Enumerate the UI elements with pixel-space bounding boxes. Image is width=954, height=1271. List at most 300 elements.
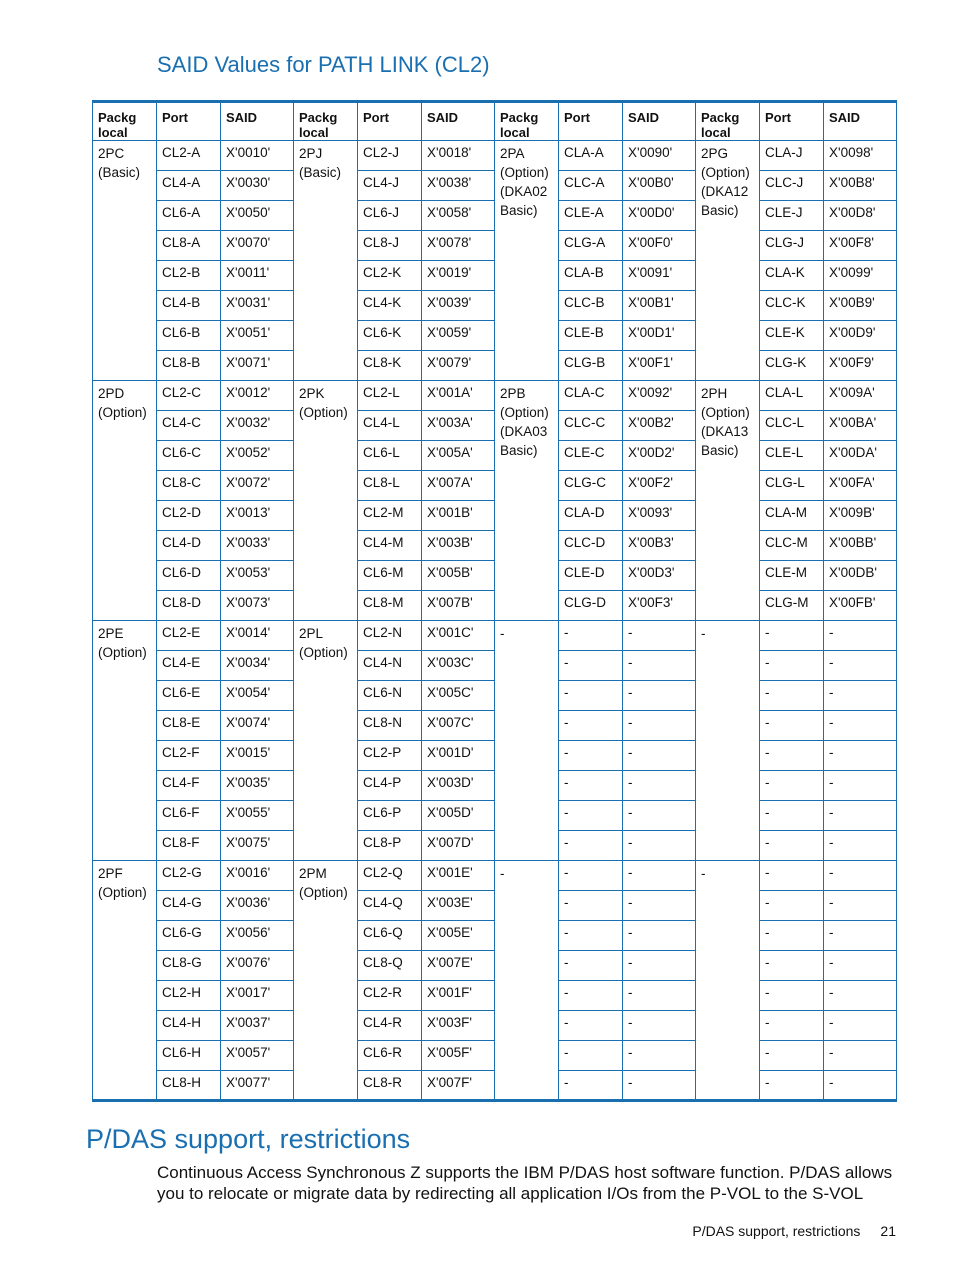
- package-label: (Option): [701, 165, 750, 180]
- said-cell: X'007F': [422, 1071, 495, 1101]
- said-cell: X'0058': [422, 201, 495, 231]
- port-cell: CLE-K: [760, 321, 824, 351]
- said-cell: X'0037': [221, 1011, 294, 1041]
- port-cell: -: [760, 651, 824, 681]
- said-cell: X'0099': [824, 261, 897, 291]
- package-label: 2PE: [98, 626, 124, 641]
- said-cell: X'00B3': [623, 531, 696, 561]
- said-cell: -: [824, 741, 897, 771]
- package-label: 2PC: [98, 146, 125, 161]
- package-label: 2PM: [299, 866, 327, 881]
- port-cell: -: [760, 951, 824, 981]
- said-cell: -: [623, 981, 696, 1011]
- package-label: (Option): [299, 645, 348, 660]
- said-cell: X'0075': [221, 831, 294, 861]
- port-cell: -: [760, 861, 824, 891]
- said-cell: -: [623, 1011, 696, 1041]
- package-label: (Option): [98, 885, 147, 900]
- package-label: 2PD: [98, 386, 125, 401]
- said-cell: -: [623, 921, 696, 951]
- port-cell: CL4-M: [358, 531, 422, 561]
- said-cell: X'0054': [221, 681, 294, 711]
- port-cell: CLA-J: [760, 141, 824, 171]
- said-cell: X'00F0': [623, 231, 696, 261]
- said-cell: X'007E': [422, 951, 495, 981]
- said-cell: X'001D': [422, 741, 495, 771]
- said-cell: X'0056': [221, 921, 294, 951]
- package-label: -: [500, 866, 505, 881]
- package-cell: [93, 861, 157, 1101]
- said-cell: X'0059': [422, 321, 495, 351]
- said-cell: X'005B': [422, 561, 495, 591]
- said-cell: X'007A': [422, 471, 495, 501]
- port-cell: CL6-R: [358, 1041, 422, 1071]
- port-cell: CL2-R: [358, 981, 422, 1011]
- said-cell: X'00D9': [824, 321, 897, 351]
- port-cell: CLG-B: [559, 351, 623, 381]
- package-label: (Option): [500, 165, 549, 180]
- package-cell: [495, 141, 559, 381]
- said-cell: X'00B8': [824, 171, 897, 201]
- port-cell: CLC-C: [559, 411, 623, 441]
- package-label: 2PL: [299, 626, 324, 641]
- said-cell: X'0098': [824, 141, 897, 171]
- package-cell: [93, 381, 157, 621]
- port-cell: -: [760, 681, 824, 711]
- port-cell: CLG-J: [760, 231, 824, 261]
- package-label: 2PG: [701, 146, 729, 161]
- said-cell: X'00B1': [623, 291, 696, 321]
- port-cell: -: [760, 1071, 824, 1101]
- package-cell: [495, 381, 559, 621]
- said-cell: X'001B': [422, 501, 495, 531]
- said-cell: X'0072': [221, 471, 294, 501]
- port-cell: CL2-E: [157, 621, 221, 651]
- port-cell: CL4-K: [358, 291, 422, 321]
- said-cell: -: [623, 831, 696, 861]
- port-cell: CL8-G: [157, 951, 221, 981]
- port-cell: CLC-K: [760, 291, 824, 321]
- port-cell: CL2-D: [157, 501, 221, 531]
- said-cell: X'00FB': [824, 591, 897, 621]
- port-cell: -: [559, 621, 623, 651]
- said-cell: -: [824, 651, 897, 681]
- port-cell: -: [760, 891, 824, 921]
- said-cell: X'003B': [422, 531, 495, 561]
- package-label: -: [701, 626, 706, 641]
- port-cell: CL8-D: [157, 591, 221, 621]
- said-cell: X'001E': [422, 861, 495, 891]
- port-cell: CL8-N: [358, 711, 422, 741]
- said-cell: X'009A': [824, 381, 897, 411]
- port-cell: -: [760, 621, 824, 651]
- port-cell: CL2-C: [157, 381, 221, 411]
- table-row: [93, 141, 897, 171]
- port-cell: CLA-D: [559, 501, 623, 531]
- port-cell: CLC-M: [760, 531, 824, 561]
- column-header: SAID: [824, 102, 897, 141]
- port-cell: CL6-M: [358, 561, 422, 591]
- port-cell: CL6-B: [157, 321, 221, 351]
- said-cell: X'0038': [422, 171, 495, 201]
- said-cell: X'001A': [422, 381, 495, 411]
- said-cell: -: [623, 951, 696, 981]
- port-cell: -: [760, 711, 824, 741]
- port-cell: CL8-F: [157, 831, 221, 861]
- port-cell: -: [760, 921, 824, 951]
- port-cell: CL4-H: [157, 1011, 221, 1041]
- port-cell: -: [760, 831, 824, 861]
- package-label: 2PB: [500, 386, 526, 401]
- port-cell: CL8-J: [358, 231, 422, 261]
- column-header: Packg local: [696, 102, 760, 141]
- package-cell: [696, 381, 760, 621]
- said-cell: X'00B2': [623, 411, 696, 441]
- said-cell: -: [824, 981, 897, 1011]
- said-cell: X'005F': [422, 1041, 495, 1071]
- port-cell: CL8-E: [157, 711, 221, 741]
- package-label: (DKA12: [701, 184, 749, 199]
- port-cell: -: [559, 981, 623, 1011]
- port-cell: CLC-J: [760, 171, 824, 201]
- port-cell: -: [760, 1011, 824, 1041]
- port-cell: CLE-M: [760, 561, 824, 591]
- table-title: SAID Values for PATH LINK (CL2): [157, 52, 490, 77]
- port-cell: CL4-B: [157, 291, 221, 321]
- port-cell: CL2-K: [358, 261, 422, 291]
- said-cell: X'0079': [422, 351, 495, 381]
- port-cell: CL6-D: [157, 561, 221, 591]
- said-cell: -: [623, 1041, 696, 1071]
- said-cell: X'0055': [221, 801, 294, 831]
- table-header: [93, 102, 897, 141]
- package-label: (Basic): [299, 165, 342, 180]
- said-cell: X'00F2': [623, 471, 696, 501]
- port-cell: CL2-G: [157, 861, 221, 891]
- port-cell: CLE-J: [760, 201, 824, 231]
- said-cell: X'0050': [221, 201, 294, 231]
- said-cell: X'005C': [422, 681, 495, 711]
- port-cell: CLG-C: [559, 471, 623, 501]
- said-cell: X'0074': [221, 711, 294, 741]
- column-header: SAID: [221, 102, 294, 141]
- port-cell: CL6-L: [358, 441, 422, 471]
- said-cell: X'0017': [221, 981, 294, 1011]
- package-label: (DKA03: [500, 424, 548, 439]
- port-cell: CL4-J: [358, 171, 422, 201]
- package-label: 2PJ: [299, 146, 323, 161]
- said-cell: -: [623, 771, 696, 801]
- port-cell: CL4-C: [157, 411, 221, 441]
- said-cell: -: [824, 771, 897, 801]
- said-cell: X'00F9': [824, 351, 897, 381]
- column-header: Packg local: [495, 102, 559, 141]
- port-cell: -: [559, 891, 623, 921]
- said-cell: X'0036': [221, 891, 294, 921]
- said-cell: X'0015': [221, 741, 294, 771]
- package-cell: [294, 861, 358, 1101]
- said-cell: X'0012': [221, 381, 294, 411]
- said-cell: X'0031': [221, 291, 294, 321]
- said-cell: X'005A': [422, 441, 495, 471]
- port-cell: CLA-A: [559, 141, 623, 171]
- said-cell: X'003A': [422, 411, 495, 441]
- port-cell: CL2-M: [358, 501, 422, 531]
- said-cell: X'00BA': [824, 411, 897, 441]
- port-cell: CL8-A: [157, 231, 221, 261]
- port-cell: -: [559, 921, 623, 951]
- package-label: (DKA13: [701, 424, 749, 439]
- port-cell: CL8-L: [358, 471, 422, 501]
- port-cell: CL4-G: [157, 891, 221, 921]
- said-cell: X'0077': [221, 1071, 294, 1101]
- said-cell: X'0053': [221, 561, 294, 591]
- said-cell: -: [623, 861, 696, 891]
- said-cell: X'0076': [221, 951, 294, 981]
- said-cell: X'009B': [824, 501, 897, 531]
- port-cell: CL6-J: [358, 201, 422, 231]
- said-cell: X'00BB': [824, 531, 897, 561]
- said-cell: -: [824, 921, 897, 951]
- package-label: Basic): [500, 203, 538, 218]
- header-row: [93, 102, 897, 141]
- said-cell: X'0091': [623, 261, 696, 291]
- port-cell: -: [559, 861, 623, 891]
- port-cell: CL8-R: [358, 1071, 422, 1101]
- said-cell: -: [824, 801, 897, 831]
- said-cell: X'0039': [422, 291, 495, 321]
- port-cell: CL4-A: [157, 171, 221, 201]
- column-header: Port: [358, 102, 422, 141]
- port-cell: CL2-L: [358, 381, 422, 411]
- column-header: Packg local: [93, 102, 157, 141]
- package-cell: [294, 141, 358, 381]
- said-cell: X'0078': [422, 231, 495, 261]
- port-cell: CL2-J: [358, 141, 422, 171]
- said-cell: X'003D': [422, 771, 495, 801]
- package-label: (Option): [98, 405, 147, 420]
- port-cell: -: [760, 741, 824, 771]
- port-cell: CL2-F: [157, 741, 221, 771]
- said-cell: X'0032': [221, 411, 294, 441]
- said-cell: -: [623, 711, 696, 741]
- said-cell: X'00D0': [623, 201, 696, 231]
- port-cell: -: [760, 771, 824, 801]
- said-cell: -: [623, 801, 696, 831]
- table-row: [93, 861, 897, 891]
- port-cell: CLG-D: [559, 591, 623, 621]
- port-cell: CL6-Q: [358, 921, 422, 951]
- said-cell: X'003E': [422, 891, 495, 921]
- port-cell: -: [559, 741, 623, 771]
- port-cell: CLC-A: [559, 171, 623, 201]
- package-cell: [294, 621, 358, 861]
- said-cell: X'00FA': [824, 471, 897, 501]
- port-cell: CL4-L: [358, 411, 422, 441]
- said-cell: -: [623, 621, 696, 651]
- port-cell: -: [760, 801, 824, 831]
- port-cell: CL6-E: [157, 681, 221, 711]
- said-cell: X'0057': [221, 1041, 294, 1071]
- said-cell: X'0052': [221, 441, 294, 471]
- port-cell: CL4-P: [358, 771, 422, 801]
- said-cell: X'0019': [422, 261, 495, 291]
- port-cell: CLC-L: [760, 411, 824, 441]
- said-cell: -: [623, 651, 696, 681]
- package-label: (Option): [500, 405, 549, 420]
- port-cell: CL6-K: [358, 321, 422, 351]
- port-cell: CL8-Q: [358, 951, 422, 981]
- port-cell: -: [559, 771, 623, 801]
- said-cell: -: [824, 831, 897, 861]
- column-header: Port: [157, 102, 221, 141]
- port-cell: CL6-P: [358, 801, 422, 831]
- port-cell: -: [559, 831, 623, 861]
- port-cell: CL8-M: [358, 591, 422, 621]
- said-cell: X'0018': [422, 141, 495, 171]
- port-cell: CL4-N: [358, 651, 422, 681]
- said-cell: -: [824, 1071, 897, 1101]
- said-cell: X'0034': [221, 651, 294, 681]
- port-cell: CL6-F: [157, 801, 221, 831]
- port-cell: CLA-L: [760, 381, 824, 411]
- said-cell: X'0033': [221, 531, 294, 561]
- column-header: Port: [760, 102, 824, 141]
- said-cell: -: [623, 741, 696, 771]
- port-cell: CL2-N: [358, 621, 422, 651]
- port-cell: CL4-D: [157, 531, 221, 561]
- said-cell: X'0035': [221, 771, 294, 801]
- said-cell: X'0011': [221, 261, 294, 291]
- package-label: (Basic): [98, 165, 141, 180]
- port-cell: CLE-D: [559, 561, 623, 591]
- said-cell: X'00F8': [824, 231, 897, 261]
- said-cell: -: [824, 1041, 897, 1071]
- said-cell: X'007B': [422, 591, 495, 621]
- port-cell: -: [559, 651, 623, 681]
- package-label: Basic): [701, 443, 739, 458]
- package-label: 2PF: [98, 866, 123, 881]
- said-cell: -: [824, 891, 897, 921]
- port-cell: -: [559, 681, 623, 711]
- table-body: [93, 141, 897, 1101]
- port-cell: CLG-L: [760, 471, 824, 501]
- port-cell: -: [760, 1041, 824, 1071]
- port-cell: CL6-H: [157, 1041, 221, 1071]
- port-cell: CLG-M: [760, 591, 824, 621]
- port-cell: -: [760, 981, 824, 1011]
- port-cell: CL8-B: [157, 351, 221, 381]
- said-cell: -: [623, 1071, 696, 1101]
- package-cell: [93, 141, 157, 381]
- said-cell: X'007D': [422, 831, 495, 861]
- package-cell: [696, 621, 760, 861]
- port-cell: CL2-P: [358, 741, 422, 771]
- said-cell: X'00D3': [623, 561, 696, 591]
- said-cell: X'0010': [221, 141, 294, 171]
- said-cell: -: [824, 861, 897, 891]
- port-cell: CL8-P: [358, 831, 422, 861]
- column-header: Port: [559, 102, 623, 141]
- said-cell: X'001C': [422, 621, 495, 651]
- port-cell: CL6-A: [157, 201, 221, 231]
- package-label: -: [701, 866, 706, 881]
- said-cell: X'00D1': [623, 321, 696, 351]
- said-cell: X'003F': [422, 1011, 495, 1041]
- port-cell: -: [559, 801, 623, 831]
- said-cell: X'0030': [221, 171, 294, 201]
- package-label: (Option): [299, 885, 348, 900]
- package-cell: [696, 861, 760, 1101]
- said-cell: -: [824, 951, 897, 981]
- port-cell: CL2-Q: [358, 861, 422, 891]
- said-cell: X'00F3': [623, 591, 696, 621]
- port-cell: CL2-A: [157, 141, 221, 171]
- said-cell: X'007C': [422, 711, 495, 741]
- said-cell: X'003C': [422, 651, 495, 681]
- said-cell: X'00DB': [824, 561, 897, 591]
- package-cell: [294, 381, 358, 621]
- said-table: [92, 100, 897, 1102]
- said-cell: X'0093': [623, 501, 696, 531]
- package-cell: [495, 621, 559, 861]
- said-cell: X'0071': [221, 351, 294, 381]
- said-cell: -: [824, 681, 897, 711]
- port-cell: -: [559, 711, 623, 741]
- said-cell: X'0016': [221, 861, 294, 891]
- port-cell: -: [559, 951, 623, 981]
- port-cell: CLA-C: [559, 381, 623, 411]
- port-cell: CLE-A: [559, 201, 623, 231]
- package-label: Basic): [500, 443, 538, 458]
- said-cell: X'00D2': [623, 441, 696, 471]
- port-cell: CL4-F: [157, 771, 221, 801]
- port-cell: CL4-Q: [358, 891, 422, 921]
- said-cell: X'005D': [422, 801, 495, 831]
- said-cell: X'005E': [422, 921, 495, 951]
- page-number: 21: [880, 1223, 896, 1239]
- said-cell: X'0073': [221, 591, 294, 621]
- said-cell: X'00D8': [824, 201, 897, 231]
- said-cell: -: [824, 711, 897, 741]
- port-cell: CLC-B: [559, 291, 623, 321]
- column-header: SAID: [422, 102, 495, 141]
- said-cell: X'00B9': [824, 291, 897, 321]
- port-cell: CLA-M: [760, 501, 824, 531]
- said-cell: X'00B0': [623, 171, 696, 201]
- package-label: 2PA: [500, 146, 525, 161]
- said-cell: -: [623, 681, 696, 711]
- port-cell: CL6-G: [157, 921, 221, 951]
- said-cell: X'0070': [221, 231, 294, 261]
- package-label: -: [500, 626, 505, 641]
- package-cell: [93, 621, 157, 861]
- said-cell: X'00F1': [623, 351, 696, 381]
- package-cell: [696, 141, 760, 381]
- package-label: (DKA02: [500, 184, 548, 199]
- port-cell: CLE-L: [760, 441, 824, 471]
- column-header: SAID: [623, 102, 696, 141]
- package-cell: [495, 861, 559, 1101]
- port-cell: CLE-B: [559, 321, 623, 351]
- port-cell: CL2-H: [157, 981, 221, 1011]
- said-cell: -: [824, 621, 897, 651]
- port-cell: CL4-R: [358, 1011, 422, 1041]
- package-label: Basic): [701, 203, 739, 218]
- package-label: (Option): [701, 405, 750, 420]
- port-cell: CL8-C: [157, 471, 221, 501]
- port-cell: -: [559, 1071, 623, 1101]
